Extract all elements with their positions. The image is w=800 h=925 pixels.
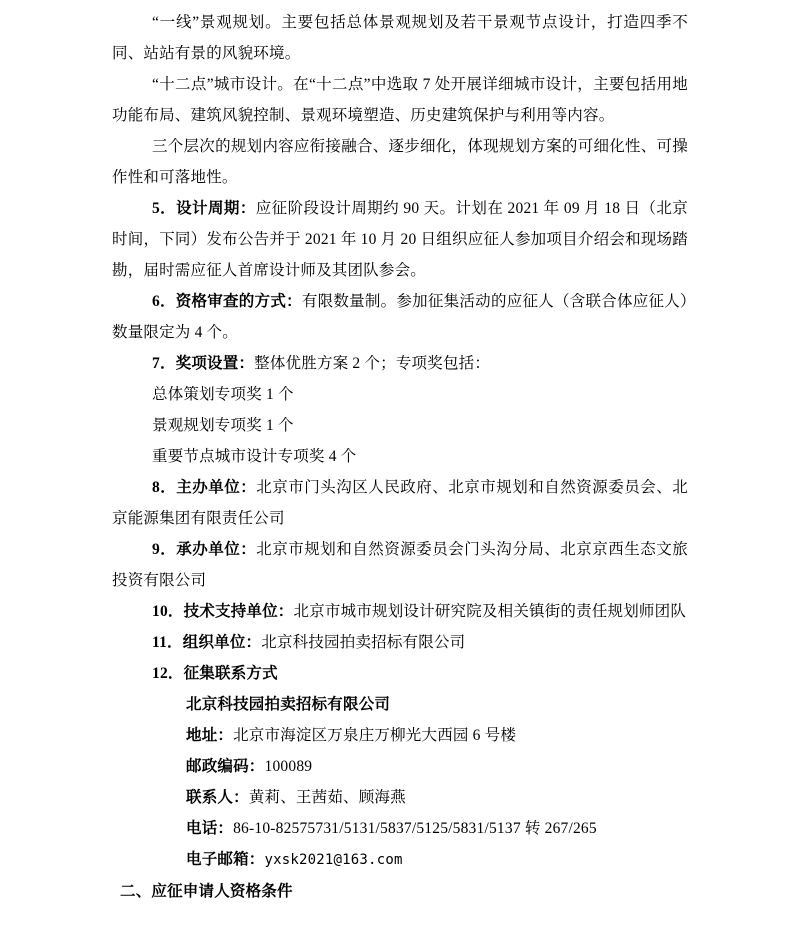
award-line-landscape-planning: 景观规划专项奖 1 个	[152, 417, 294, 434]
host-unit-label: 8．主办单位：	[152, 479, 257, 496]
email-value: yxsk2021@163.com	[264, 852, 403, 868]
postal-code-value: 100089	[264, 758, 313, 775]
technical-support-label: 10．技术支持单位：	[152, 603, 294, 620]
awards-text: 整体优胜方案 2 个；专项奖包括：	[254, 355, 491, 372]
undertaking-unit-label: 9．承办单位：	[152, 541, 257, 558]
contact-persons-line	[186, 782, 688, 813]
design-period-item	[112, 193, 688, 286]
contact-postal-line	[186, 751, 688, 782]
contact-persons-value: 黄莉、王茜茹、顾海燕	[248, 789, 406, 806]
contact-section-label: 12．征集联系方式	[152, 665, 278, 682]
technical-support-text: 北京市城市规划设计研究院及相关镇街的责任规划师团队	[293, 603, 687, 620]
landscape-planning-paragraph: “一线”景观规划。主要包括总体景观规划及若干景观节点设计，打造四季不同、站站有景的风貌环境。	[112, 14, 688, 62]
postal-code-label: 邮政编码：	[186, 758, 265, 775]
email-label: 电子邮箱：	[186, 851, 265, 868]
qualification-review-label: 6．资格审查的方式：	[152, 293, 302, 310]
phone-value: 86-10-82575731/5131/5837/5125/5831/5137 转 267/265	[233, 820, 597, 837]
awards-item	[112, 348, 688, 379]
contact-company-name: 北京科技园拍卖招标有限公司	[186, 696, 391, 713]
contact-section-item	[112, 658, 688, 689]
section-heading-applicant-qualifications: 二、应征申请人资格条件	[120, 883, 293, 900]
contact-address-line	[186, 720, 688, 751]
awards-label: 7．奖项设置：	[152, 355, 255, 372]
urban-design-paragraph: “十二点”城市设计。在“十二点”中选取 7 处开展详细城市设计，主要包括用地功能布局、建筑风貌控制、景观环境塑造、历史建筑保护与利用等内容。	[112, 76, 688, 124]
host-unit-text: 北京市门头沟区人民政府、北京市规划和自然资源委员会、北京能源集团有限责任公司	[112, 479, 688, 527]
design-period-text: 应征阶段设计周期约 90 天。计划在 2021 年 09 月 18 日（北京时间，下同）发布公告并于 2021 年 10 月 20 日组织应征人参加项目介绍会和现场踏勘，届时需应征人首席设计师及其团队参会。	[112, 200, 688, 279]
undertaking-unit-item	[112, 534, 688, 596]
technical-support-item	[112, 596, 688, 627]
contact-block	[186, 689, 688, 876]
award-line-overall-planning: 总体策划专项奖 1 个	[152, 386, 294, 403]
phone-label: 电话：	[186, 820, 234, 837]
contact-phone-line	[186, 813, 688, 844]
planning-levels-paragraph: 三个层次的规划内容应衔接融合、逐步细化，体现规划方案的可细化性、可操作性和可落地性。	[112, 138, 688, 186]
contact-email-line	[186, 844, 688, 876]
organizing-unit-label: 11．组织单位：	[152, 634, 262, 651]
organizing-unit-text: 北京科技园拍卖招标有限公司	[261, 634, 466, 651]
organizing-unit-item	[112, 627, 688, 658]
qualification-review-item	[112, 286, 688, 348]
address-label: 地址：	[186, 727, 234, 744]
qualification-review-text: 有限数量制。参加征集活动的应征人（含联合体应征人）数量限定为 4 个。	[112, 293, 688, 341]
undertaking-unit-text: 北京市规划和自然资源委员会门头沟分局、北京京西生态文旅投资有限公司	[112, 541, 688, 589]
address-value: 北京市海淀区万泉庄万柳光大西园 6 号楼	[233, 727, 517, 744]
award-line-key-node-design: 重要节点城市设计专项奖 4 个	[152, 448, 357, 465]
design-period-label: 5．设计周期：	[152, 200, 256, 217]
host-unit-item	[112, 472, 688, 534]
contact-persons-label: 联系人：	[186, 789, 249, 806]
